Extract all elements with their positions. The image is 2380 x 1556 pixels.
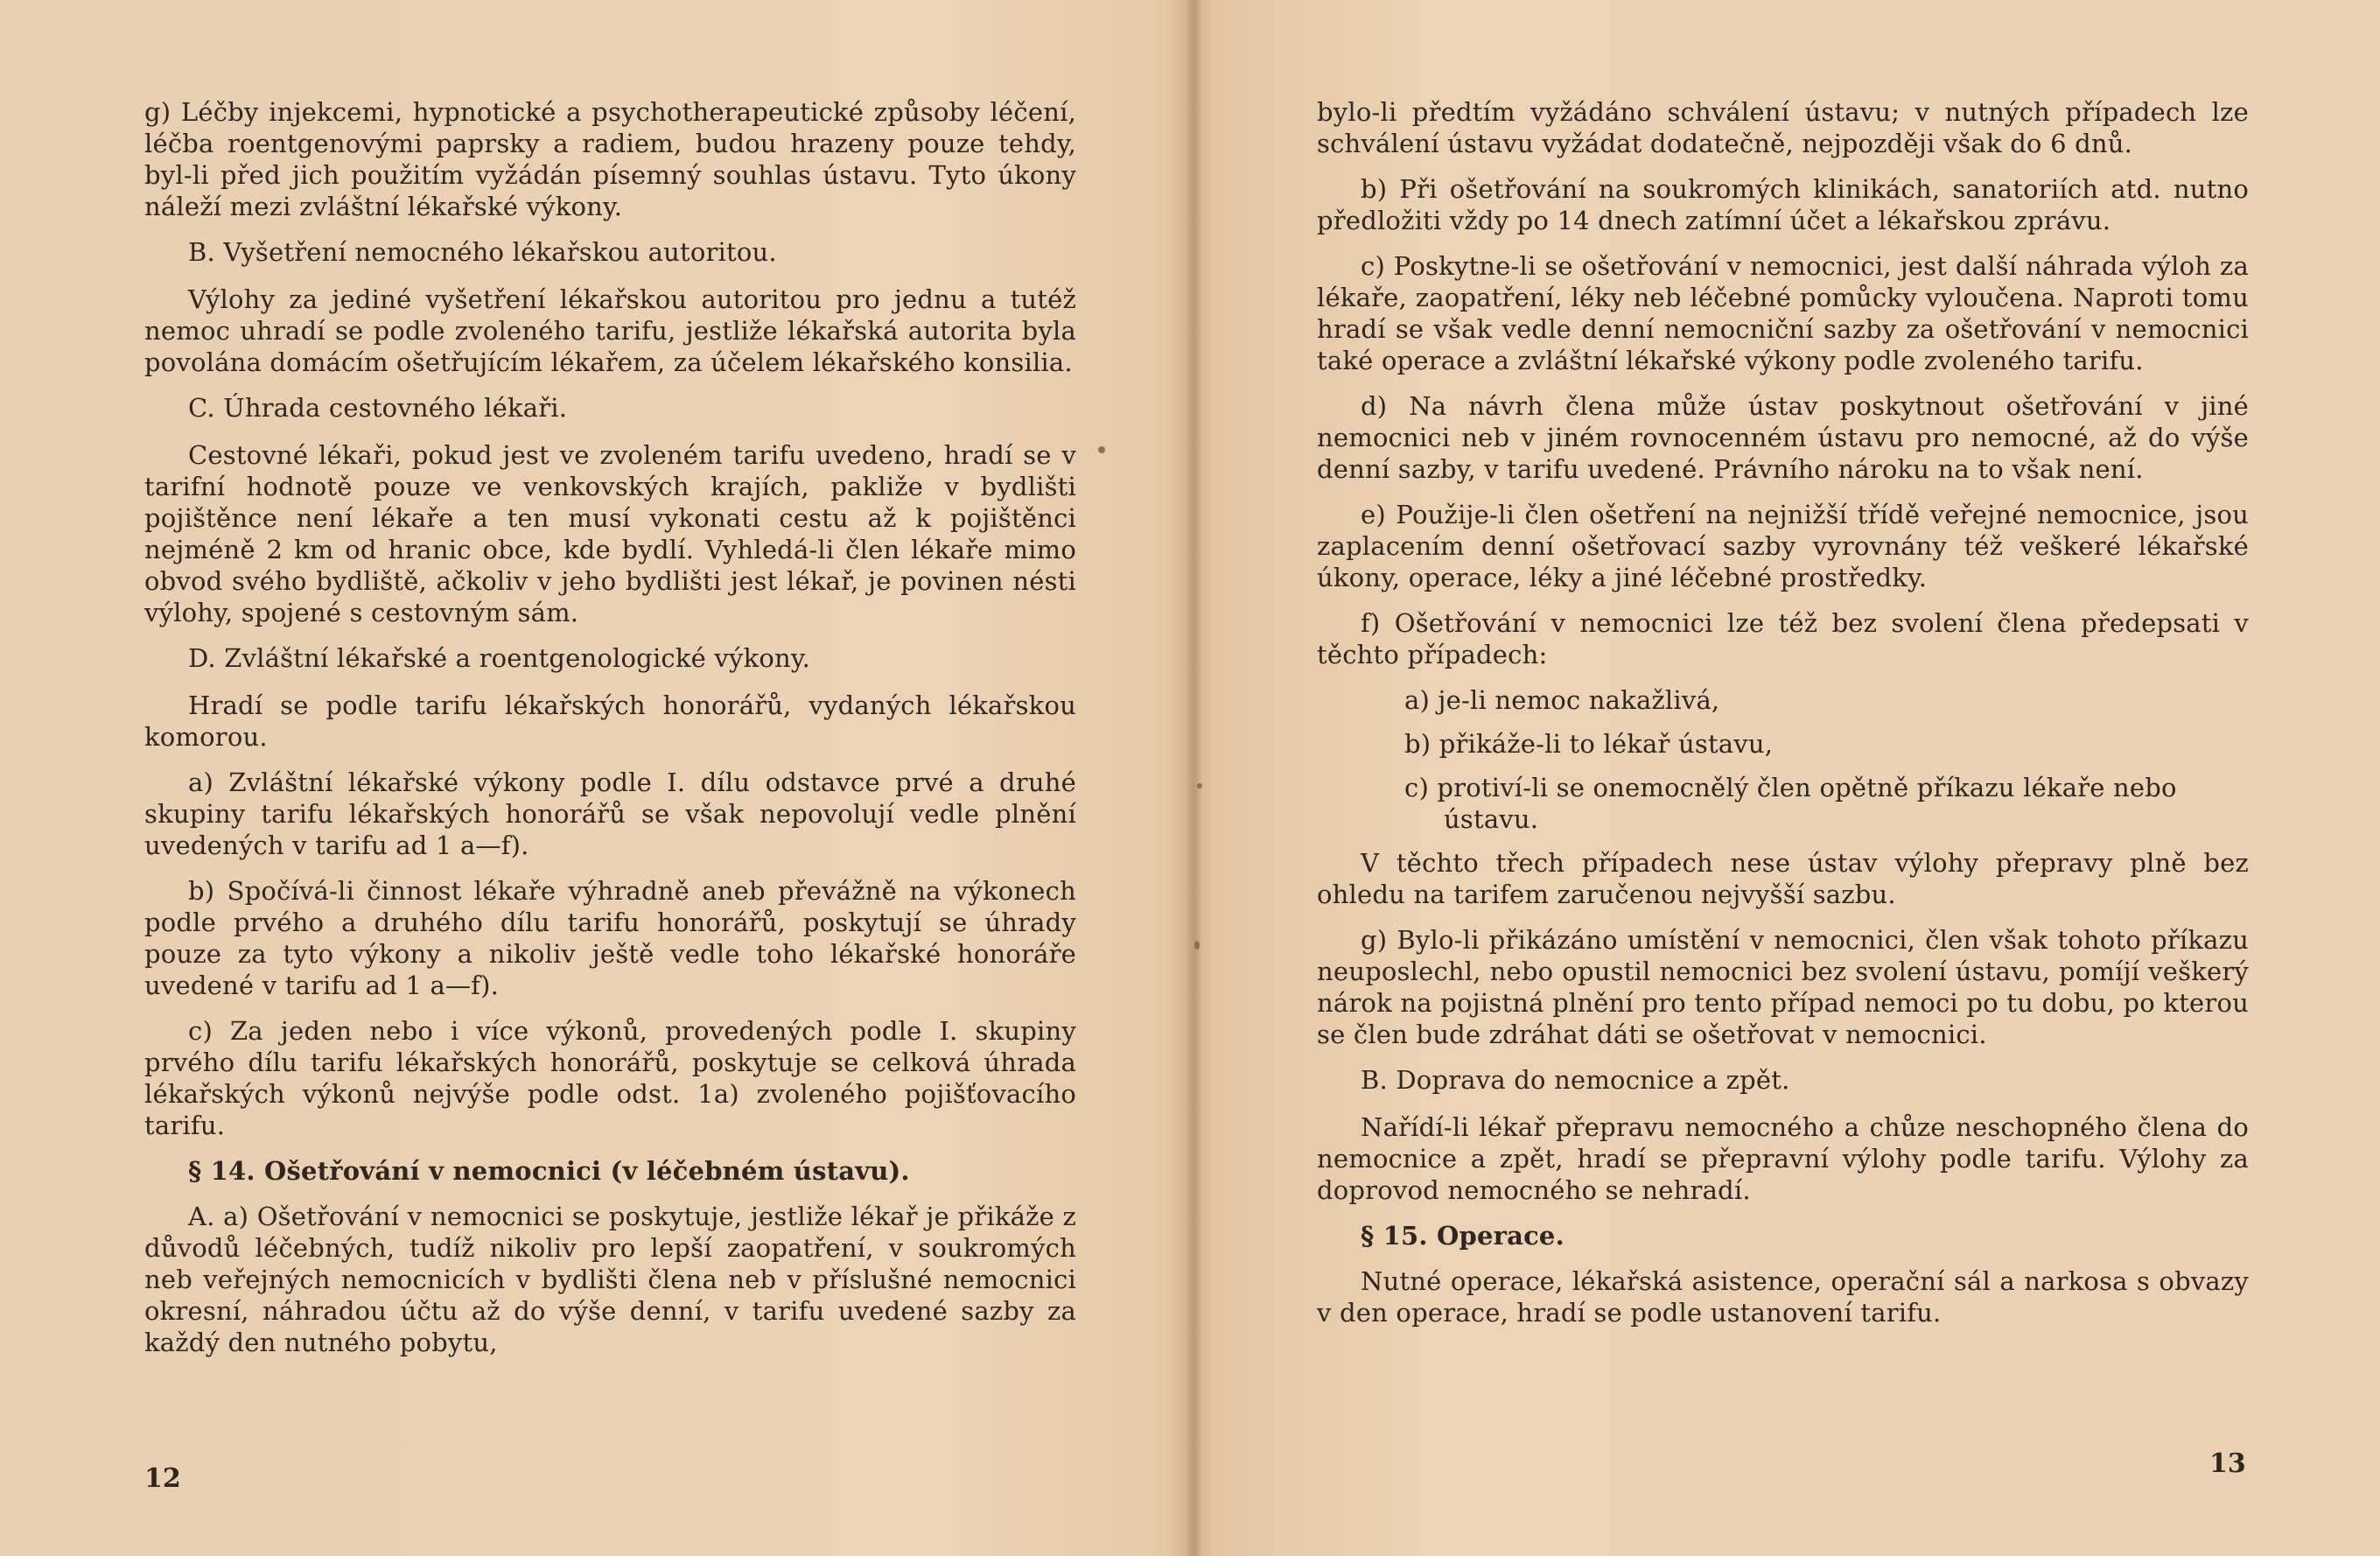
paragraph: b) Spočívá-li činnost lékaře výhradně aneb převážně na výkonech podle prvého a druhého dílu tarifu honorářů, poskytují se úhrady pouze za tyto výkony a nikoliv ještě vedle toho lékařské honoráře uvedené v tarifu ad 1 a—f). bbox=[144, 876, 1076, 1000]
left-page bbox=[144, 96, 1076, 1372]
right-page bbox=[1317, 96, 2249, 1342]
paper-speck bbox=[1098, 446, 1105, 453]
paragraph: Cestovné lékaři, pokud jest ve zvoleném tarifu uvedeno, hradí se v tarifní hodnotě pouze ve venkovských krajích, pakliže v bydlišti pojištěnce není lékaře a ten musí vykonati cestu až k pojištěnci nejméně 2 km od hranic obce, kde bydlí. Vyhledá-li člen lékaře mimo obvod svého bydliště, ačkoliv v jeho bydlišti jest lékař, je povinen nésti výlohy, spojené s cestovným sám. bbox=[144, 440, 1076, 627]
section-heading: § 14. Ošetřování v nemocnici (v léčebném ústavu). bbox=[188, 1156, 910, 1186]
paragraph: c) Za jeden nebo i více výkonů, provedených podle I. skupiny prvého dílu tarifu lékařských honorářů, poskytuje se celková úhrada lékařských výkonů nejvýše podle odst. 1a) zvoleného pojišťovacího tarifu. bbox=[144, 1016, 1076, 1140]
paper-speck bbox=[1197, 783, 1202, 789]
paragraph: f) Ošetřování v nemocnici lze též bez svolení člena předepsati v těchto případech: bbox=[1317, 608, 2249, 669]
list-item-continuation: ústavu. bbox=[1444, 804, 1539, 834]
paper-speck bbox=[1194, 941, 1200, 950]
paragraph: V těchto třech případech nese ústav výlohy přepravy plně bez ohledu na tarifem zaručenou nejvyšší sazbu. bbox=[1317, 848, 2249, 909]
paragraph: A. a) Ošetřování v nemocnici se poskytuje, jestliže lékař je přikáže z důvodů léčebných, tudíž nikoliv pro lepší zaopatření, v soukromých neb veřejných nemocnicích v bydlišti člena neb v příslušné nemocnici okresní, náhradou účtu až do výše denní, v tarifu uvedené sazby za každý den nutného pobytu, bbox=[144, 1202, 1076, 1357]
paragraph: d) Na návrh člena může ústav poskytnout ošetřování v jiné nemocnici neb v jiném rovnocenném ústavu pro nemocné, až do výše denní sazby, v tarifu uvedené. Právního nároku na to však není. bbox=[1317, 391, 2249, 484]
list-item: b) přikáže-li to lékař ústavu, bbox=[1404, 729, 1774, 759]
page-number-right: 13 bbox=[2209, 1448, 2246, 1479]
subsection-heading: C. Úhrada cestovného lékaři. bbox=[188, 393, 568, 423]
paragraph: a) Zvláštní lékařské výkony podle I. dílu odstavce prvé a druhé skupiny tarifu lékařských honorářů se však nepovolují vedle plnění uvedených v tarifu ad 1 a—f). bbox=[144, 767, 1076, 860]
paragraph: Nutné operace, lékařská asistence, operační sál a narkosa s obvazy v den operace, hradí se podle ustanovení tarifu. bbox=[1317, 1266, 2249, 1328]
paragraph: b) Při ošetřování na soukromých klinikách, sanatoriích atd. nutno předložiti vždy po 14 dnech zatímní účet a lékařskou zprávu. bbox=[1317, 174, 2249, 235]
paragraph: c) Poskytne-li se ošetřování v nemocnici, jest další náhrada výloh za lékaře, zaopatření, léky neb léčebné pomůcky vyloučena. Naproti tomu hradí se však vedle denní nemocniční sazby za ošetřování v nemocnici také operace a zvláštní lékařské výkony podle zvoleného tarifu. bbox=[1317, 251, 2249, 375]
paragraph: g) Bylo-li přikázáno umístění v nemocnici, člen však tohoto příkazu neuposlechl, nebo opustil nemocnici bez svolení ústavu, pomíjí veškerý nárok na pojistná plnění pro tento případ nemoci po tu dobu, po kterou se člen bude zdráhat dáti se ošetřovat v nemocnici. bbox=[1317, 925, 2249, 1049]
paragraph: e) Použije-li člen ošetření na nejnižší třídě veřejné nemocnice, jsou zaplacením denní ošetřovací sazby vyrovnány též veškeré lékařské úkony, operace, léky a jiné léčebné prostředky. bbox=[1317, 500, 2249, 592]
list-item bbox=[1317, 772, 2249, 835]
paragraph: g) Léčby injekcemi, hypnotické a psychotherapeutické způsoby léčení, léčba roentgenovými paprsky a radiem, budou hrazeny pouze tehdy, byl-li před jich použitím vyžádán písemný souhlas ústavu. Tyto úkony náleží mezi zvláštní lékařské výkony. bbox=[144, 97, 1076, 221]
page-number-left: 12 bbox=[144, 1463, 181, 1494]
list-item: a) je-li nemoc nakažlivá, bbox=[1404, 685, 1720, 715]
list-item-text: c) protiví-li se onemocnělý člen opětně příkazu lékaře nebo bbox=[1404, 773, 2177, 803]
subsection-heading: B. Doprava do nemocnice a zpět. bbox=[1361, 1065, 1790, 1095]
subsection-heading: D. Zvláštní lékařské a roentgenologické výkony. bbox=[188, 643, 811, 673]
book-gutter bbox=[1186, 0, 1203, 1556]
paragraph: bylo-li předtím vyžádáno schválení ústavu; v nutných případech lze schválení ústavu vyžádat dodatečně, nejpozději však do 6 dnů. bbox=[1317, 97, 2249, 158]
paragraph: Hradí se podle tarifu lékařských honorářů, vydaných lékařskou komorou. bbox=[144, 690, 1076, 752]
paragraph: Výlohy za jediné vyšetření lékařskou autoritou pro jednu a tutéž nemoc uhradí se podle zvoleného tarifu, jestliže lékařská autorita byla povolána domácím ošetřujícím lékařem, za účelem lékařského konsilia. bbox=[144, 284, 1076, 377]
subsection-heading: B. Vyšetření nemocného lékařskou autoritou. bbox=[188, 237, 777, 267]
paragraph: Nařídí-li lékař přepravu nemocného a chůze neschopného člena do nemocnice a zpět, hradí se přepravní výlohy podle tarifu. Výlohy za doprovod nemocného se nehradí. bbox=[1317, 1112, 2249, 1205]
section-heading: § 15. Operace. bbox=[1361, 1221, 1564, 1251]
